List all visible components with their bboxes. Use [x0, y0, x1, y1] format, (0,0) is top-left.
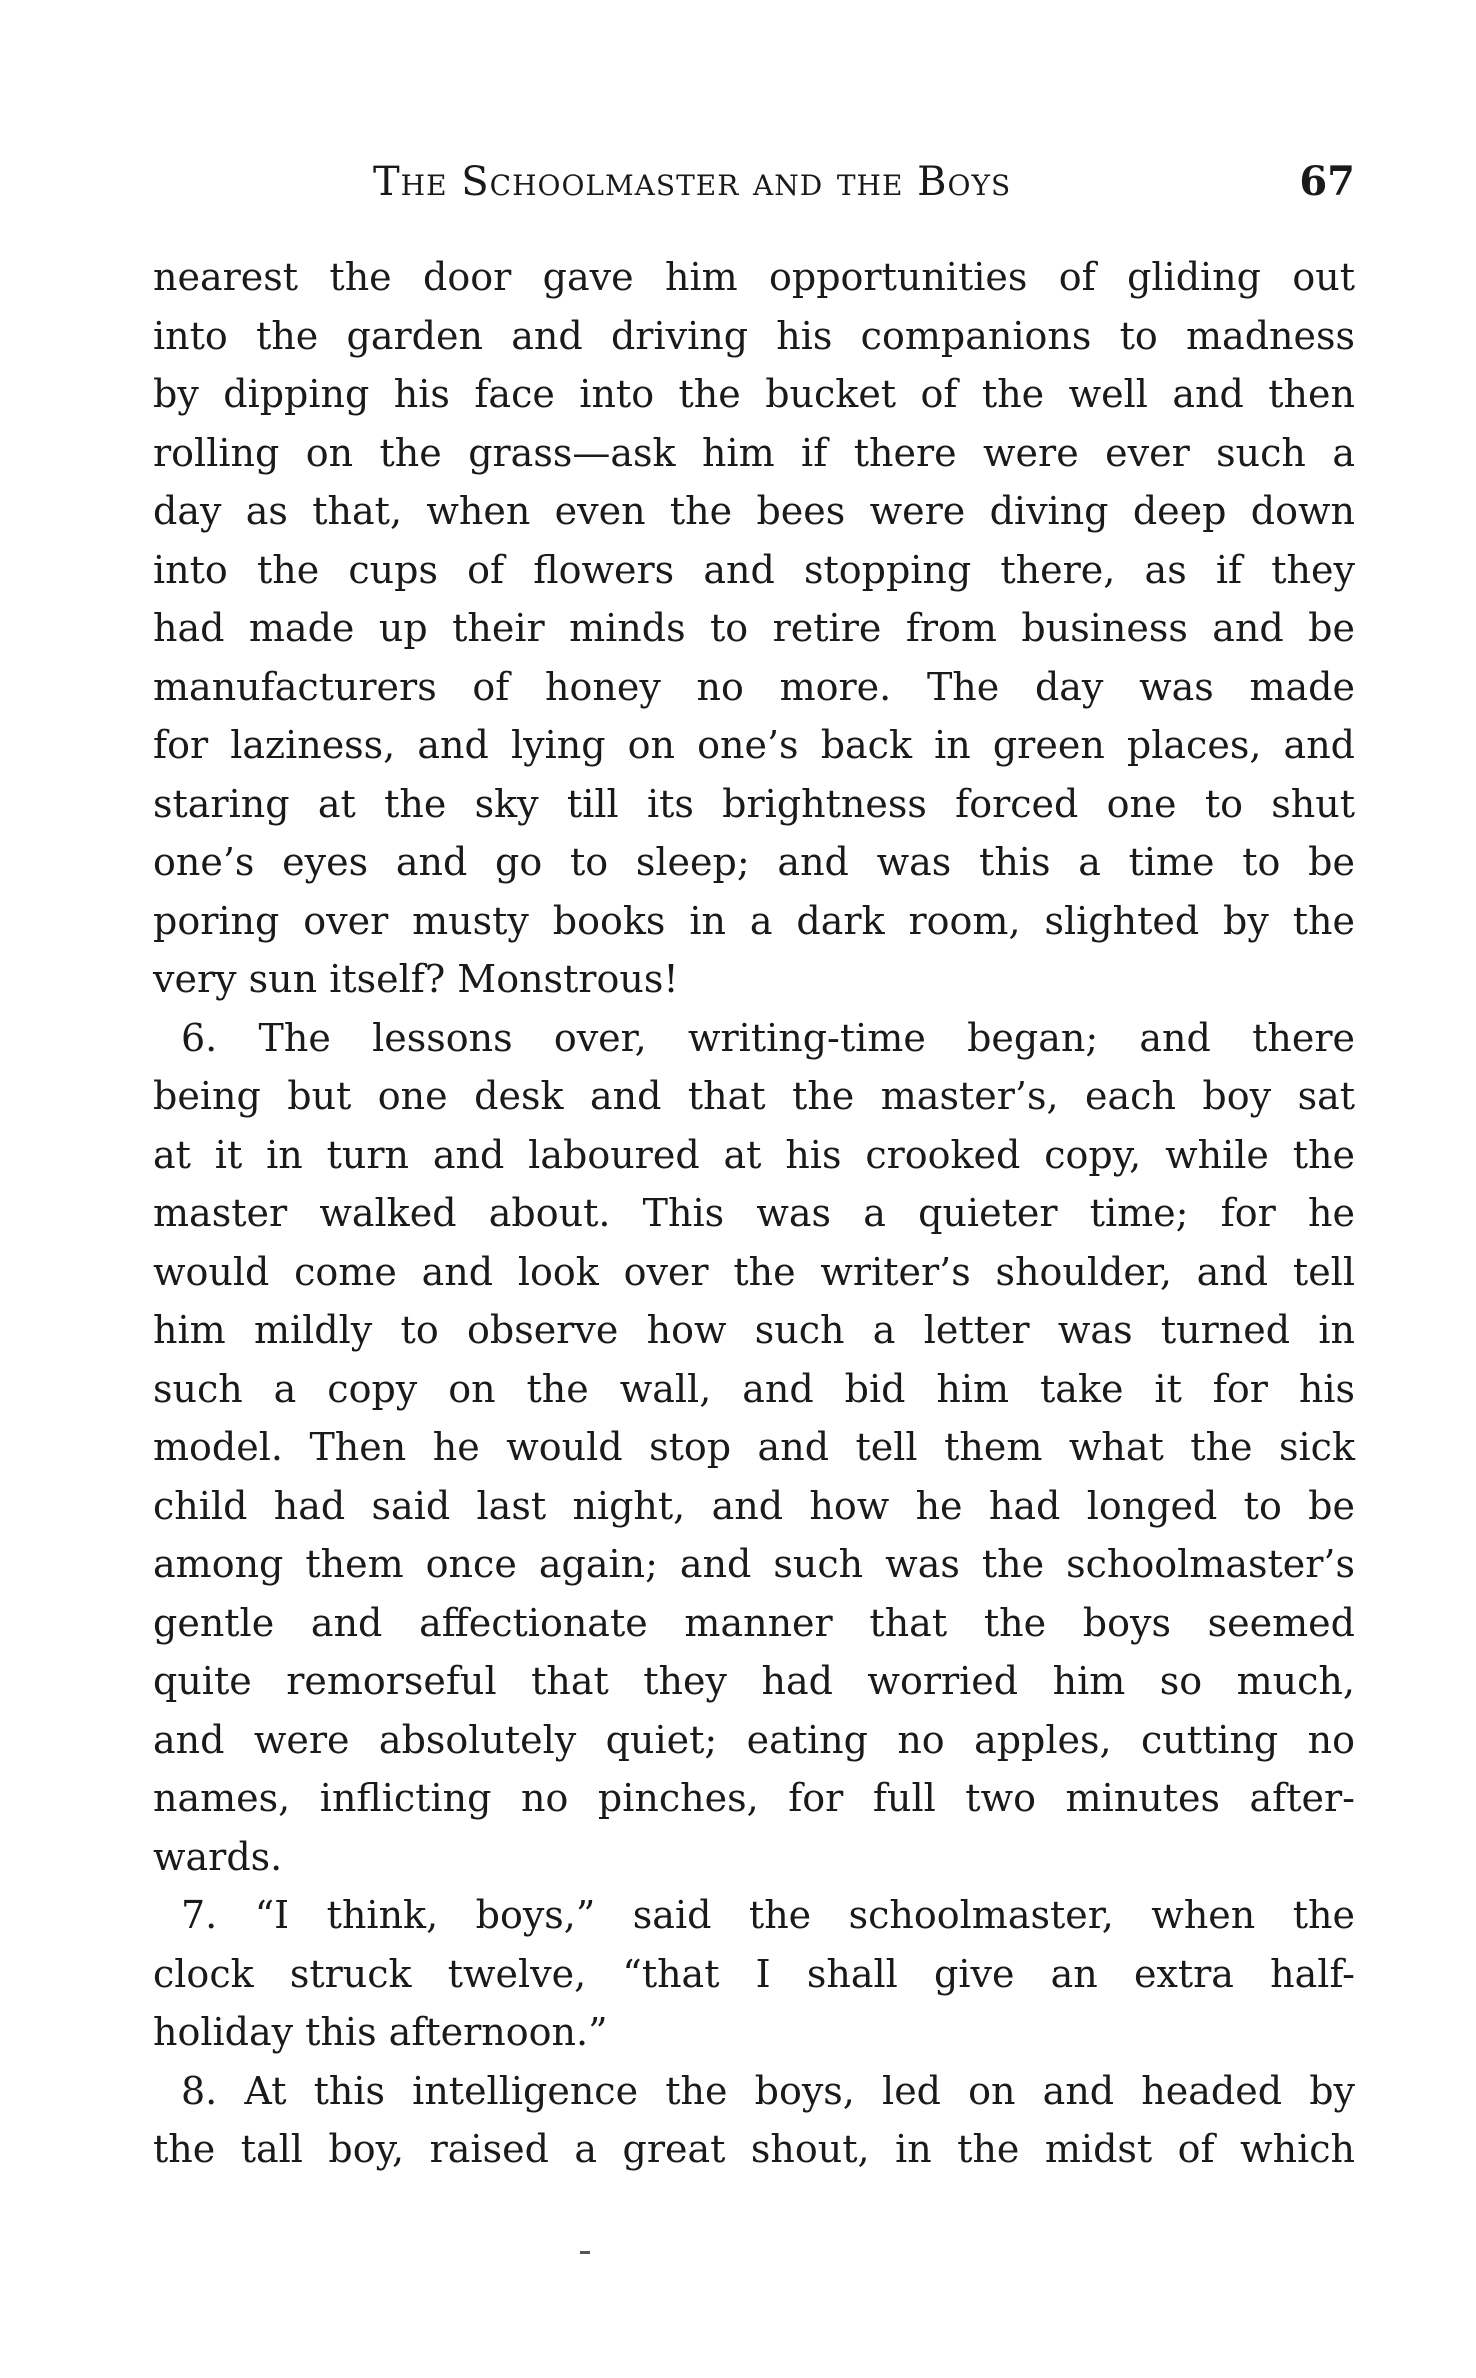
text-line: nearest the door gave him opportunities of gliding out	[153, 255, 1355, 299]
text-line: and were absolutely quiet; eating no apples, cutting no	[153, 1717, 1355, 1762]
text-line: into the garden and driving his companions to madness	[153, 313, 1355, 358]
text-line: clock struck twelve, “that I shall give an extra half-	[153, 1951, 1355, 1996]
text-line: being but one desk and that the master’s, each boy sat	[153, 1074, 1355, 1118]
text-line: model. Then he would stop and tell them what the sick	[153, 1425, 1355, 1469]
text-line: names, inflicting no pinches, for full two minutes after-	[153, 1776, 1355, 1820]
text-line: gentle and affectionate manner that the boys seemed	[153, 1600, 1355, 1645]
paragraph-start-6: 6. The lessons over, writing-time began; and there	[181, 1015, 1355, 1060]
text-line: at it in turn and laboured at his crooked copy, while the	[153, 1132, 1355, 1177]
text-line: the tall boy, raised a great shout, in the midst of which	[153, 2127, 1355, 2171]
page-mark	[580, 2251, 590, 2254]
text-line: child had said last night, and how he had longed to be	[153, 1483, 1355, 1528]
paragraph-start-7: 7. “I think, boys,” said the schoolmaster, when the	[181, 1893, 1355, 1937]
body-text	[153, 248, 1355, 2179]
text-line: one’s eyes and go to sleep; and was this a time to be	[153, 840, 1355, 884]
text-line: wards.	[153, 1834, 283, 1879]
paragraph-start-8: 8. At this intelligence the boys, led on and headed by	[181, 2068, 1355, 2113]
text-line: quite remorseful that they had worried him so much,	[153, 1659, 1355, 1703]
text-line: him mildly to observe how such a letter was turned in	[153, 1308, 1355, 1352]
page-number: 67	[1299, 158, 1355, 205]
text-line: day as that, when even the bees were diving deep down	[153, 489, 1355, 533]
text-line: had made up their minds to retire from business and be	[153, 606, 1355, 650]
text-line: rolling on the grass—ask him if there were ever such a	[153, 430, 1355, 475]
text-line: poring over musty books in a dark room, slighted by the	[153, 898, 1355, 943]
text-line: among them once again; and such was the schoolmaster’s	[153, 1542, 1355, 1586]
text-line: would come and look over the writer’s shoulder, and tell	[153, 1249, 1355, 1294]
text-line: by dipping his face into the bucket of the well and then	[153, 372, 1355, 416]
text-line: very sun itself? Monstrous!	[153, 957, 679, 1001]
text-line: for laziness, and lying on one’s back in green places, and	[153, 723, 1355, 767]
text-line: master walked about. This was a quieter time; for he	[153, 1191, 1355, 1235]
text-line: staring at the sky till its brightness forced one to shut	[153, 781, 1355, 826]
running-header	[153, 152, 1355, 212]
text-line: manufacturers of honey no more. The day was made	[153, 664, 1355, 709]
text-line: such a copy on the wall, and bid him take it for his	[153, 1366, 1355, 1411]
text-line: into the cups of flowers and stopping there, as if they	[153, 547, 1355, 592]
running-title: The Schoolmaster and the Boys	[373, 159, 1012, 205]
text-line: holiday this afternoon.”	[153, 2010, 608, 2054]
